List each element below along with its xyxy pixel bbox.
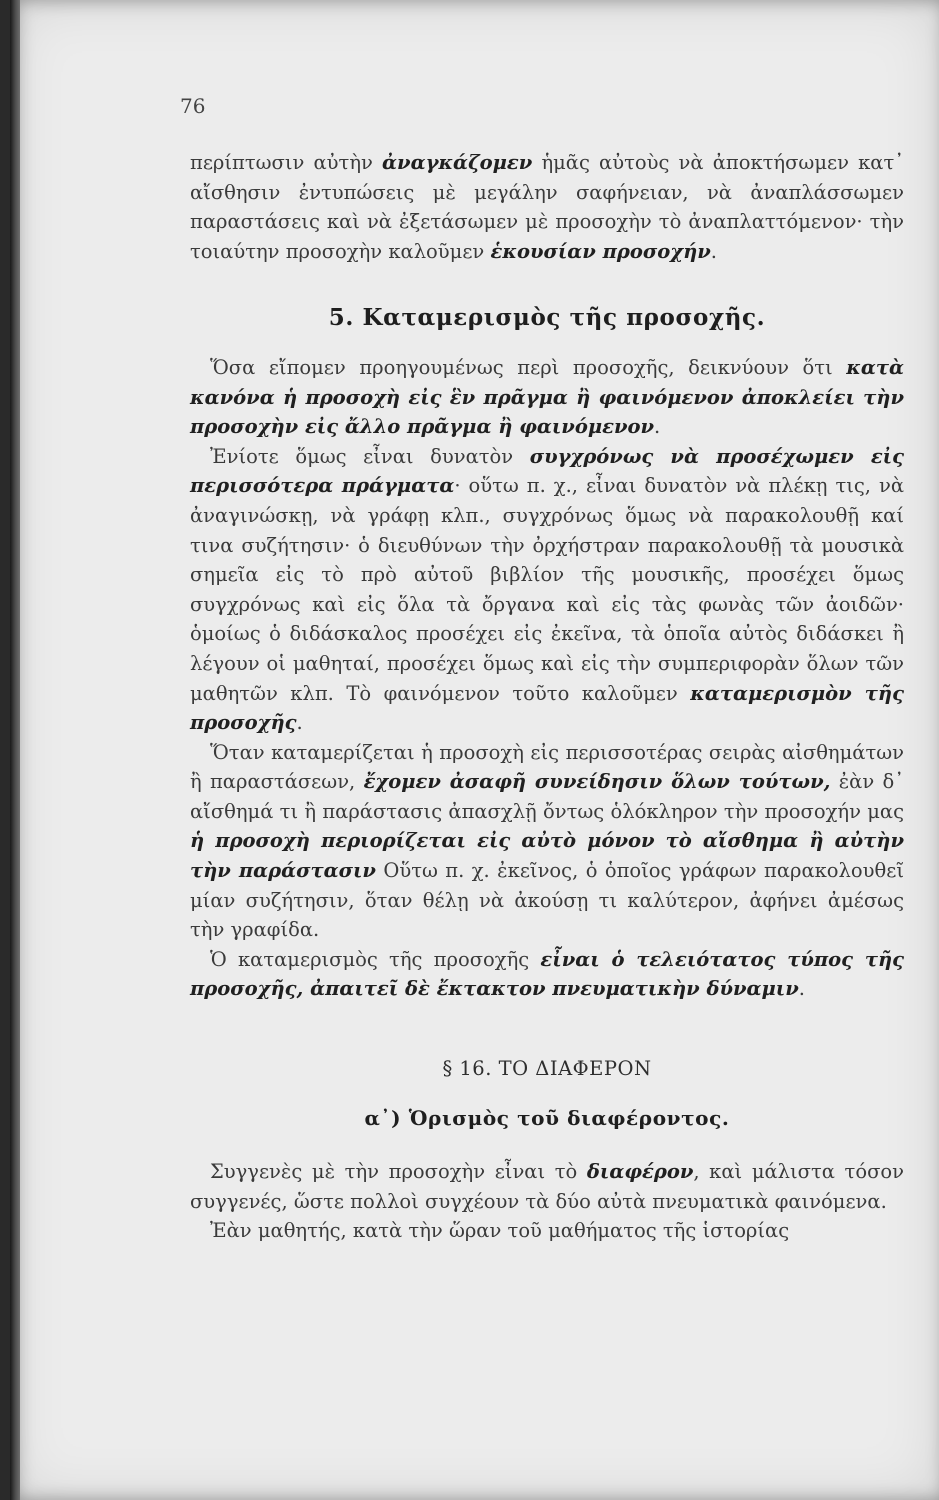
body-text: , καὶ μάλιστα τόσον συγγενές, ὥστε πολλοὶ συγχέουν τὰ δύο αὐτὰ πνευματικὰ φαινόμενα.	[190, 1160, 904, 1213]
heading-section-5: 5. Καταμερισμὸς τῆς προσοχῆς.	[328, 304, 766, 332]
body-text: · οὕτω π. χ., εἶναι δυνατὸν νὰ πλέκῃ τις, νὰ ἀναγινώσκῃ, νὰ γράφῃ κλπ., συγχρόνως ὅμως νὰ παρακολουθῇ καί τινα συζήτησιν· ὁ διευθύνων τὴν ὀρχήστραν παρακολουθῇ τὰ μουσικὰ σημεῖα εἰς τὸ πρὸ αὐτοῦ βιβλίον τῆς μουσικῆς, προσέχει ὅμως συγχρόνως καὶ εἰς ὅλα τὰ ὄργανα καὶ εἰς τὰς φωνὰς τῶν ἀοιδῶν· ὁμοίως ὁ διδάσκαλος προσέχει εἰς ἐκεῖνα, τὰ ὁποῖα αὐτὸς διδάσκει ἢ λέγουν οἱ μαθηταί, προσέχει ὅμως καὶ εἰς τὴν συμπεριφορὰν ὅλων τῶν μαθητῶν κλπ. Τὸ φαινόμενον τοῦτο καλοῦμεν	[190, 474, 905, 705]
paragraph	[190, 945, 904, 1004]
paragraph	[190, 1157, 904, 1216]
emphasis-text: ἑκουσίαν προσοχήν	[490, 239, 711, 263]
emphasis-text: εἶναι ὁ τελειότατος τύπος τῆς προσοχῆς, ἀπαιτεῖ δὲ ἔκτακτον πνευματικὴν δύναμιν	[190, 947, 904, 1001]
paragraph	[190, 1216, 904, 1246]
page-text	[190, 148, 904, 1246]
body-text: Ὅσα εἴπομεν προηγουμένως περὶ προσοχῆς, δεικνύουν ὅτι	[210, 355, 847, 379]
body-text: Ὅταν καταμερίζεται ἡ προσοχὴ εἰς περισσοτέρας σειρὰς αἰσθημάτων ἢ παραστάσεων,	[190, 740, 904, 794]
body-text: .	[296, 711, 303, 735]
paragraph	[190, 442, 904, 738]
emphasis-text: συγχρόνως νὰ προσέχωμεν εἰς περισσότερα πράγματα	[190, 444, 904, 498]
body-text: Ἐὰν μαθητής, κατὰ τὴν ὥραν τοῦ μαθήματος τῆς ἱστορίας	[210, 1219, 790, 1243]
page-edge	[10, 0, 20, 1500]
body-text: Ὁ καταμερισμὸς τῆς προσοχῆς	[210, 947, 541, 971]
emphasis-text: ἡ προσοχὴ περιορίζεται εἰς αὐτὸ μόνον τὸ αἴσθημα ἢ αὐτὴν τὴν παράστασιν	[190, 829, 904, 883]
body-text: .	[710, 239, 717, 263]
paragraph	[190, 353, 904, 442]
subsection-heading: α᾽) Ὁρισμὸς τοῦ διαφέροντος.	[364, 1105, 730, 1130]
section-heading: § 16. ΤΟ ΔΙΑΦΕΡΟΝ	[442, 1057, 652, 1081]
body-text: .	[798, 977, 805, 1001]
body-text: Ἐνίοτε ὅμως εἶναι δυνατὸν	[210, 444, 530, 468]
emphasis-text: ἔχομεν ἀσαφῆ συνείδησιν ὅλων τούτων,	[363, 770, 831, 794]
body-text: Οὕτω π. χ. ἐκεῖνος, ὁ ὁποῖος γράφων παρακολουθεῖ μίαν συζήτησιν, ὅταν θέλῃ νὰ ἀκούσῃ τι καλύτερον, ἀφήνει ἀμέσως τὴν γραφίδα.	[190, 859, 904, 942]
emphasis-text: διαφέρον	[586, 1160, 694, 1184]
book-page	[10, 0, 939, 1500]
paragraph	[190, 148, 904, 266]
body-text: Συγγενὲς μὲ τὴν προσοχὴν εἶναι τὸ	[210, 1160, 587, 1184]
emphasis-text: ἀναγκάζομεν	[382, 151, 533, 174]
paragraph	[190, 738, 904, 945]
body-text: περίπτωσιν αὐτὴν	[190, 151, 383, 174]
page-number: 76	[180, 94, 206, 118]
body-text: ἐὰν δ᾽ αἴσθημά τι ἢ παράστασις ἀπασχλῇ ὄντως ὁλόκληρον τὴν προσοχήν μας	[190, 770, 904, 823]
emphasis-text: καταμερισμὸν τῆς προσοχῆς	[190, 681, 904, 735]
emphasis-text: κατὰ κανόνα ἡ προσοχὴ εἰς ἓν πρᾶγμα ἢ φαινόμενον ἀποκλείει τὴν προσοχὴν εἰς ἄλλο πρᾶγμα ἢ φαινόμενον	[190, 355, 904, 439]
body-text: ἡμᾶς αὐτοὺς νὰ ἀποκτήσωμεν κατ᾽ αἴσθησιν ἐντυπώσεις μὲ μεγάλην σαφήνειαν, νὰ ἀναπλάσσωμεν παραστάσεις καὶ νὰ ἐξετάσωμεν μὲ προσοχὴν τὸ ἀναπλαττόμενον· τὴν τοιαύτην προσοχὴν καλοῦμεν	[190, 151, 905, 263]
body-text: .	[654, 415, 661, 439]
